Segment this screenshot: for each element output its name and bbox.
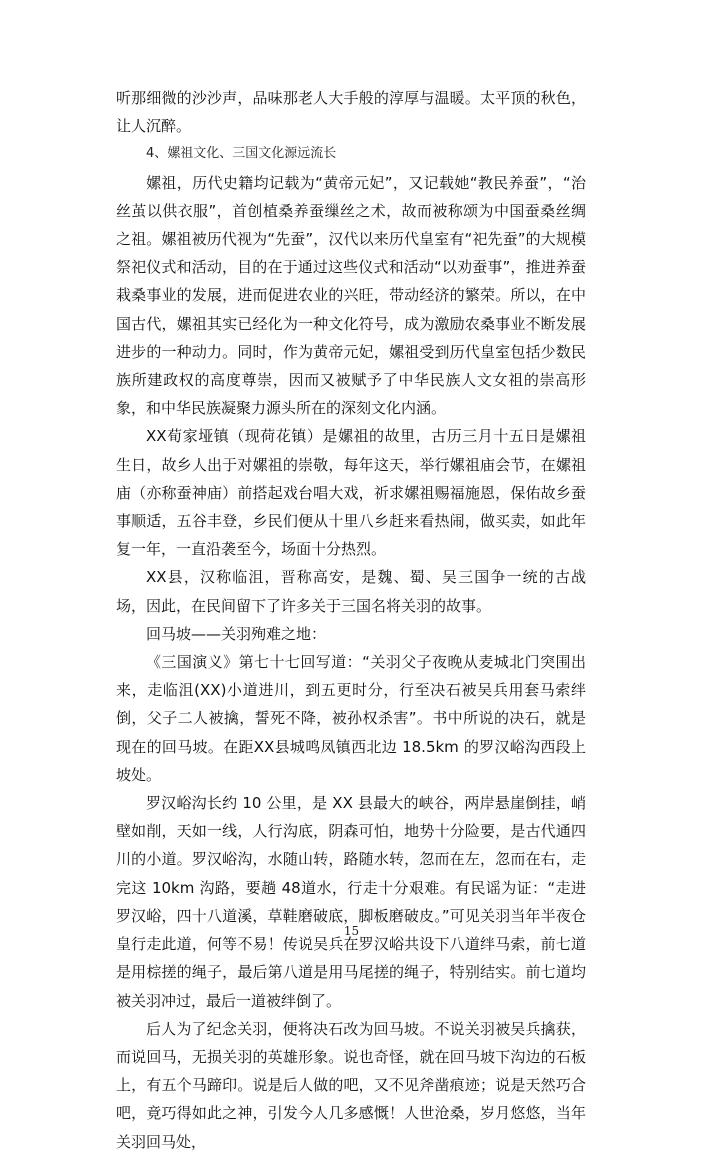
page-number: 15 (343, 924, 360, 938)
section-heading: 4、嫘祖文化、三国文化源远流长 (146, 146, 337, 162)
paragraph-hometown: XX荀家垭镇（现荷花镇）是嫘祖的故里，古历三月十五日是嫘祖生日，故乡人出于对嫘祖的崇敬，每年这天，举行嫘祖庙会节，在嫘祖庙（亦称蚕神庙）前搭起戏台唱大戏，祈求嫘祖赐福施恩，保佑故乡蚕事顺适，五谷丰登，乡民们便从十里八乡赶来看热闹，做买卖，如此年复一年，一直沿袭至今，场面十分热烈。 (116, 427, 586, 559)
paragraph-romance-quote: 《三国演义》第七十七回写道：“关羽父子夜晚从麦城北门突围出来，走临沮(XX)小道进川，到五更时分，行至决石被吴兵用套马索绊倒，父子二人被擒，誓死不降，被孙权杀害”。书中所说的决石，就是现在的回马坡。在距XX县城鸣凤镇西北边 18.5km 的罗汉峪沟西段上坡处。 (116, 653, 586, 784)
paragraph-luohanyu: 罗汉峪沟长约 10 公里，是 XX 县最大的峡谷，两岸悬崖倒挂，峭壁如削，天如一线，人行沟底，阴森可怕，地势十分险要，是古代通四川的小道。罗汉峪沟，水随山转，路随水转，忽而在左，忽而在右，走完这 10km 沟路，要趟 48道水，行走十分艰难。有民谣为证：“走进罗汉峪，四十八道溪，草鞋磨破底，脚板磨破皮。”可见关羽当年半夜仓皇行走此道，何等不易！传说吴兵在罗汉峪共设下八道绊马索，前七道是用棕搓的绳子，最后第八道是用马尾搓的绳子，特别结实。前七道均被关羽冲过，最后一道被绊倒了。 (116, 794, 586, 1010)
paragraph-leizu: 嫘祖，历代史籍均记载为“黄帝元妃”，又记载她“教民养蚕”，“治丝茧以供衣服”，首创植桑养蚕缫丝之术，故而被称颂为中国蚕桑丝绸之祖。嫘祖被历代视为“先蚕”，汉代以来历代皇室有“祀先蚕”的大规模祭祀仪式和活动，目的在于通过这些仪式和活动“以劝蚕事”，推进养蚕栽桑事业的发展，进而促进农业的兴旺，带动经济的繁荣。所以，在中国古代，嫘祖其实已经化为一种文化符号，成为激励农桑事业不断发展进步的一种动力。同时，作为黄帝元妃，嫘祖受到历代皇室包括少数民族所建政权的高度尊崇，因而又被赋予了中华民族人文女祖的崇高形象，和中华民族凝聚力源头所在的深刻文化内涵。 (116, 173, 586, 418)
document-body (116, 84, 586, 1156)
intro-paragraph: 听那细微的沙沙声，品味那老人大手般的淳厚与温暖。太平顶的秋色，让人沉醉。 (116, 89, 586, 136)
paragraph-huimapo-title: 回马坡——关羽殉难之地： (146, 624, 327, 643)
paragraph-memorial: 后人为了纪念关羽，便将决石改为回马坡。不说关羽被吴兵擒获，而说回马，无损关羽的英雄形象。说也奇怪，就在回马坡下沟边的石板上，有五个马蹄印。说是后人做的吧，又不见斧凿痕迹；说是天然巧合吧，竟巧得如此之神，引发今人几多感慨！人世沧桑，岁月悠悠，当年关羽回马处， (116, 1019, 586, 1151)
paragraph-county: XX县，汉称临沮，晋称高安，是魏、蜀、吴三国争一统的古战场，因此，在民间留下了许多关于三国名将关羽的故事。 (116, 568, 586, 615)
